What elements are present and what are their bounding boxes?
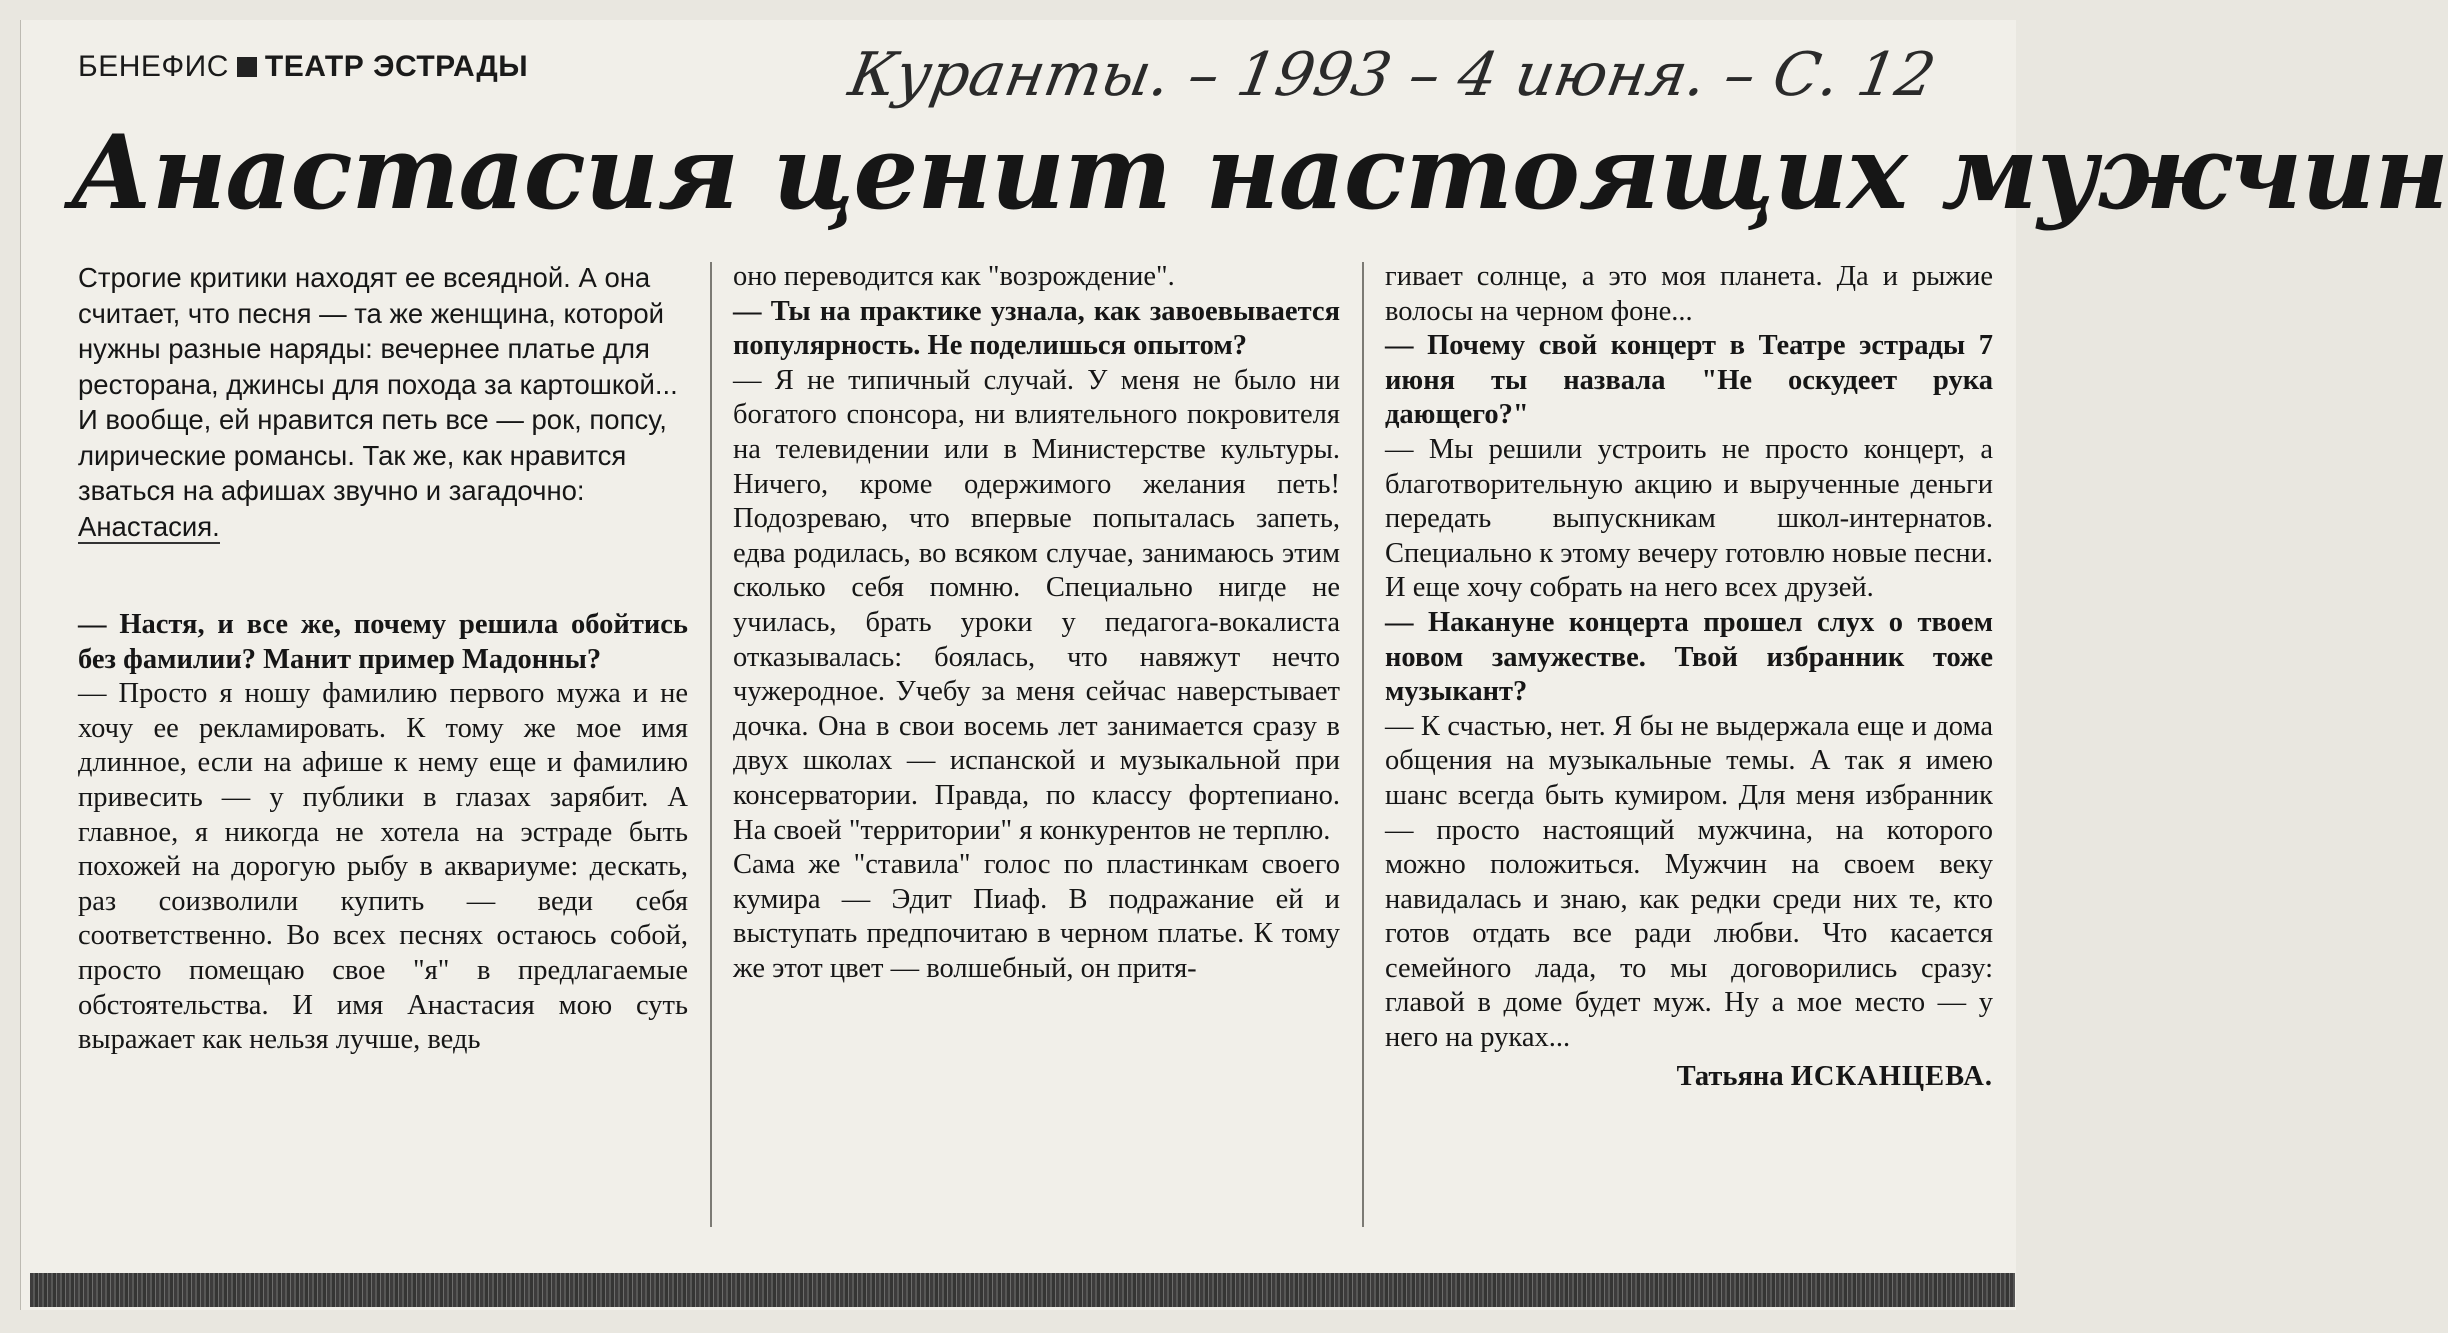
rubric-theatre: ТЕАТР ЭСТРАДЫ — [264, 50, 529, 83]
handwritten-note: Куранты. – 1993 – 4 июня. – С. 12 — [843, 40, 1941, 110]
question-4: — Накануне концерта прошел слух о твоем новом замужестве. Твой избранник тоже музыкант? — [1385, 606, 1993, 708]
column-2 — [733, 260, 1340, 986]
answer-3: — Мы решили устроить не просто концерт, а благотворительную акцию и вырученные деньги передать выпускникам школ-интернатов. Специально к этому вечеру готовлю новые песни. И еще хочу собрать на него всех друзей. — [1385, 433, 1993, 604]
question-3: — Почему свой концерт в Театре эстрады 7 июня ты назвала "Не оскудеет рука дающего?" — [1385, 330, 1993, 431]
author-first-name: Татьяна — [1676, 1060, 1784, 1092]
column-rule-2 — [1362, 262, 1364, 1227]
lead-paragraph — [78, 260, 688, 544]
answer-1: — Просто я ношу фамилию первого мужа и не хочу ее рекламировать. К тому же мое имя длинное, если на афише к нему еще и фамилию привесить — у публики в глазах зарябит. А главное, я никогда не хотела на эстраде быть похожей на дорогую рыбу в аквариуме: дескать, раз соизволили купить — веди себя соответственно. Во всех песнях остаюсь собой, просто помещаю свое "я" в предлагаемые обстоятельства. И имя Анастасия мою суть выражает как нельзя лучше, ведь — [78, 678, 688, 1056]
scan-edge — [30, 1273, 2015, 1307]
column-1 — [78, 260, 688, 1058]
answer-2-cont: Сама же "ставила" голос по пластинкам своего кумира — Эдит Пиаф. В подражание ей и выступать предпочитаю в черном платье. К тому же этот цвет — волшебный, он притя- — [733, 849, 1340, 984]
author-last-name: ИСКАНЦЕВА. — [1790, 1060, 1993, 1092]
column-3 — [1385, 260, 1993, 1094]
rubric-benefis: БЕНЕФИС — [78, 50, 229, 83]
answer-1-end: оно переводится как "возрождение". — [733, 261, 1175, 292]
author-signature — [1385, 1060, 1993, 1095]
question-1: — Настя, и все же, почему решила обойтись без фамилии? Манит пример Мадонны? — [78, 609, 688, 675]
answer-4: — К счастью, нет. Я бы не выдержала еще и дома общения на музыкальные темы. А так я имею шанс всегда быть кумиром. Для меня избранник — просто настоящий мужчина, на которого можно положиться. Мужчин на своем веку навидалась и знаю, как редки среди них те, кто готов отдать все ради любви. Что касается семейного лада, то мы договорились сразу: главой в доме будет муж. Ну а мое место — у него на руках... — [1385, 710, 1993, 1054]
question-2: — Ты на практике узнала, как завоевывается популярность. Не поделишься опытом? — [733, 295, 1340, 362]
lead-name: Анастасия. — [78, 510, 220, 542]
lead-text: Строгие критики находят ее всеядной. А она считает, что песня — та же женщина, которой нужны разные наряды: вечернее платье для ресторана, джинсы для похода за картошкой... И вообще, ей нравится петь все — рок, попсу, лирические романсы. Так же, как нравится зваться на афишах звучно и загадочно: — [78, 262, 678, 506]
rubric-separator-icon — [237, 57, 257, 77]
answer-2-end: гивает солнце, а это моя планета. Да и рыжие волосы на черном фоне... — [1385, 261, 1993, 327]
answer-2: — Я не типичный случай. У меня не было ни богатого спонсора, ни влиятельного покровителя на телевидении или в Министерстве культуры. Ничего, кроме одержимого желания петь! Подозреваю, что впервые попыталась запеть, едва родилась, во всяком случае, занимаюсь этим сколько себя помню. Специально нигде не училась, брать уроки у педагога-вокалиста отказывалась: боялась, что навяжут нечто чужеродное. Учебу за меня сейчас наверстывает дочка. Она в свои восемь лет занимается сразу в двух школах — испанской и музыкальной при консерватории. Правда, по классу фортепиано. На своей "территории" я конкурентов не терплю. — [733, 364, 1340, 846]
rubric — [78, 50, 528, 84]
headline: Анастасия ценит настоящих мужчин — [70, 113, 2448, 233]
column-rule-1 — [710, 262, 712, 1227]
